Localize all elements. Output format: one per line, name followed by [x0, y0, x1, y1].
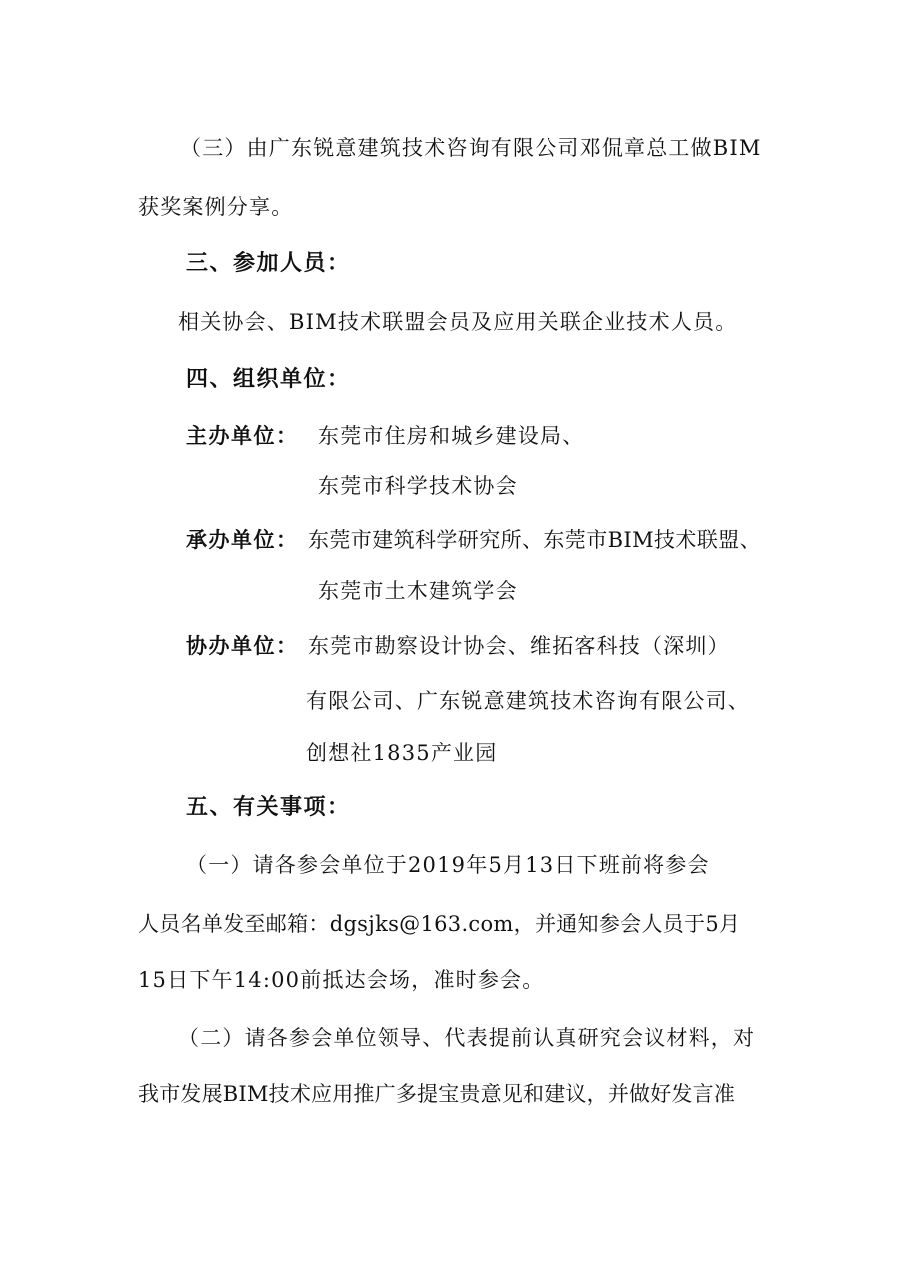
item1-line2: 人员名单发至邮箱：dgsjks@163.com，并通知参会人员于5月 — [138, 912, 741, 936]
item1-line3: 15日下午14:00前抵达会场，准时参会。 — [138, 968, 545, 992]
co-organizer-label: 协办单位： — [186, 634, 299, 658]
item2-line2: 我市发展BIM技术应用推广多提宝贵意见和建议，并做好发言准 — [138, 1082, 736, 1106]
section3-text: 相关协会、BIM技术联盟会员及应用关联企业技术人员。 — [178, 310, 738, 334]
host-label: 主办单位： — [186, 424, 299, 448]
item2-line1: （二）请各参会单位领导、代表提前认真研究会议材料，对 — [178, 1026, 756, 1050]
organizer-line2: 东莞市土木建筑学会 — [318, 579, 518, 603]
section5-heading: 五、有关事项： — [186, 795, 351, 820]
section3-heading: 三、参加人员： — [186, 251, 351, 276]
co-organizer-line2: 有限公司、广东锐意建筑技术咨询有限公司、 — [306, 689, 750, 713]
item3-line1: （三）由广东锐意建筑技术咨询有限公司邓侃章总工做BIM — [180, 136, 762, 160]
item3-line2: 获奖案例分享。 — [138, 195, 294, 219]
host-line2: 东莞市科学技术协会 — [318, 474, 518, 498]
section4-heading: 四、组织单位： — [186, 367, 351, 392]
item1-line1: （一）请各参会单位于2019年5月13日下班前将参会 — [186, 853, 710, 877]
organizer-line1: 东莞市建筑科学研究所、东莞市BIM技术联盟、 — [308, 528, 762, 552]
organizer-label: 承办单位： — [186, 528, 299, 552]
co-organizer-line1: 东莞市勘察设计协会、维拓客科技（深圳） — [308, 634, 730, 658]
co-organizer-line3: 创想社1835产业园 — [306, 741, 498, 765]
host-line1: 东莞市住房和城乡建设局、 — [318, 424, 585, 448]
